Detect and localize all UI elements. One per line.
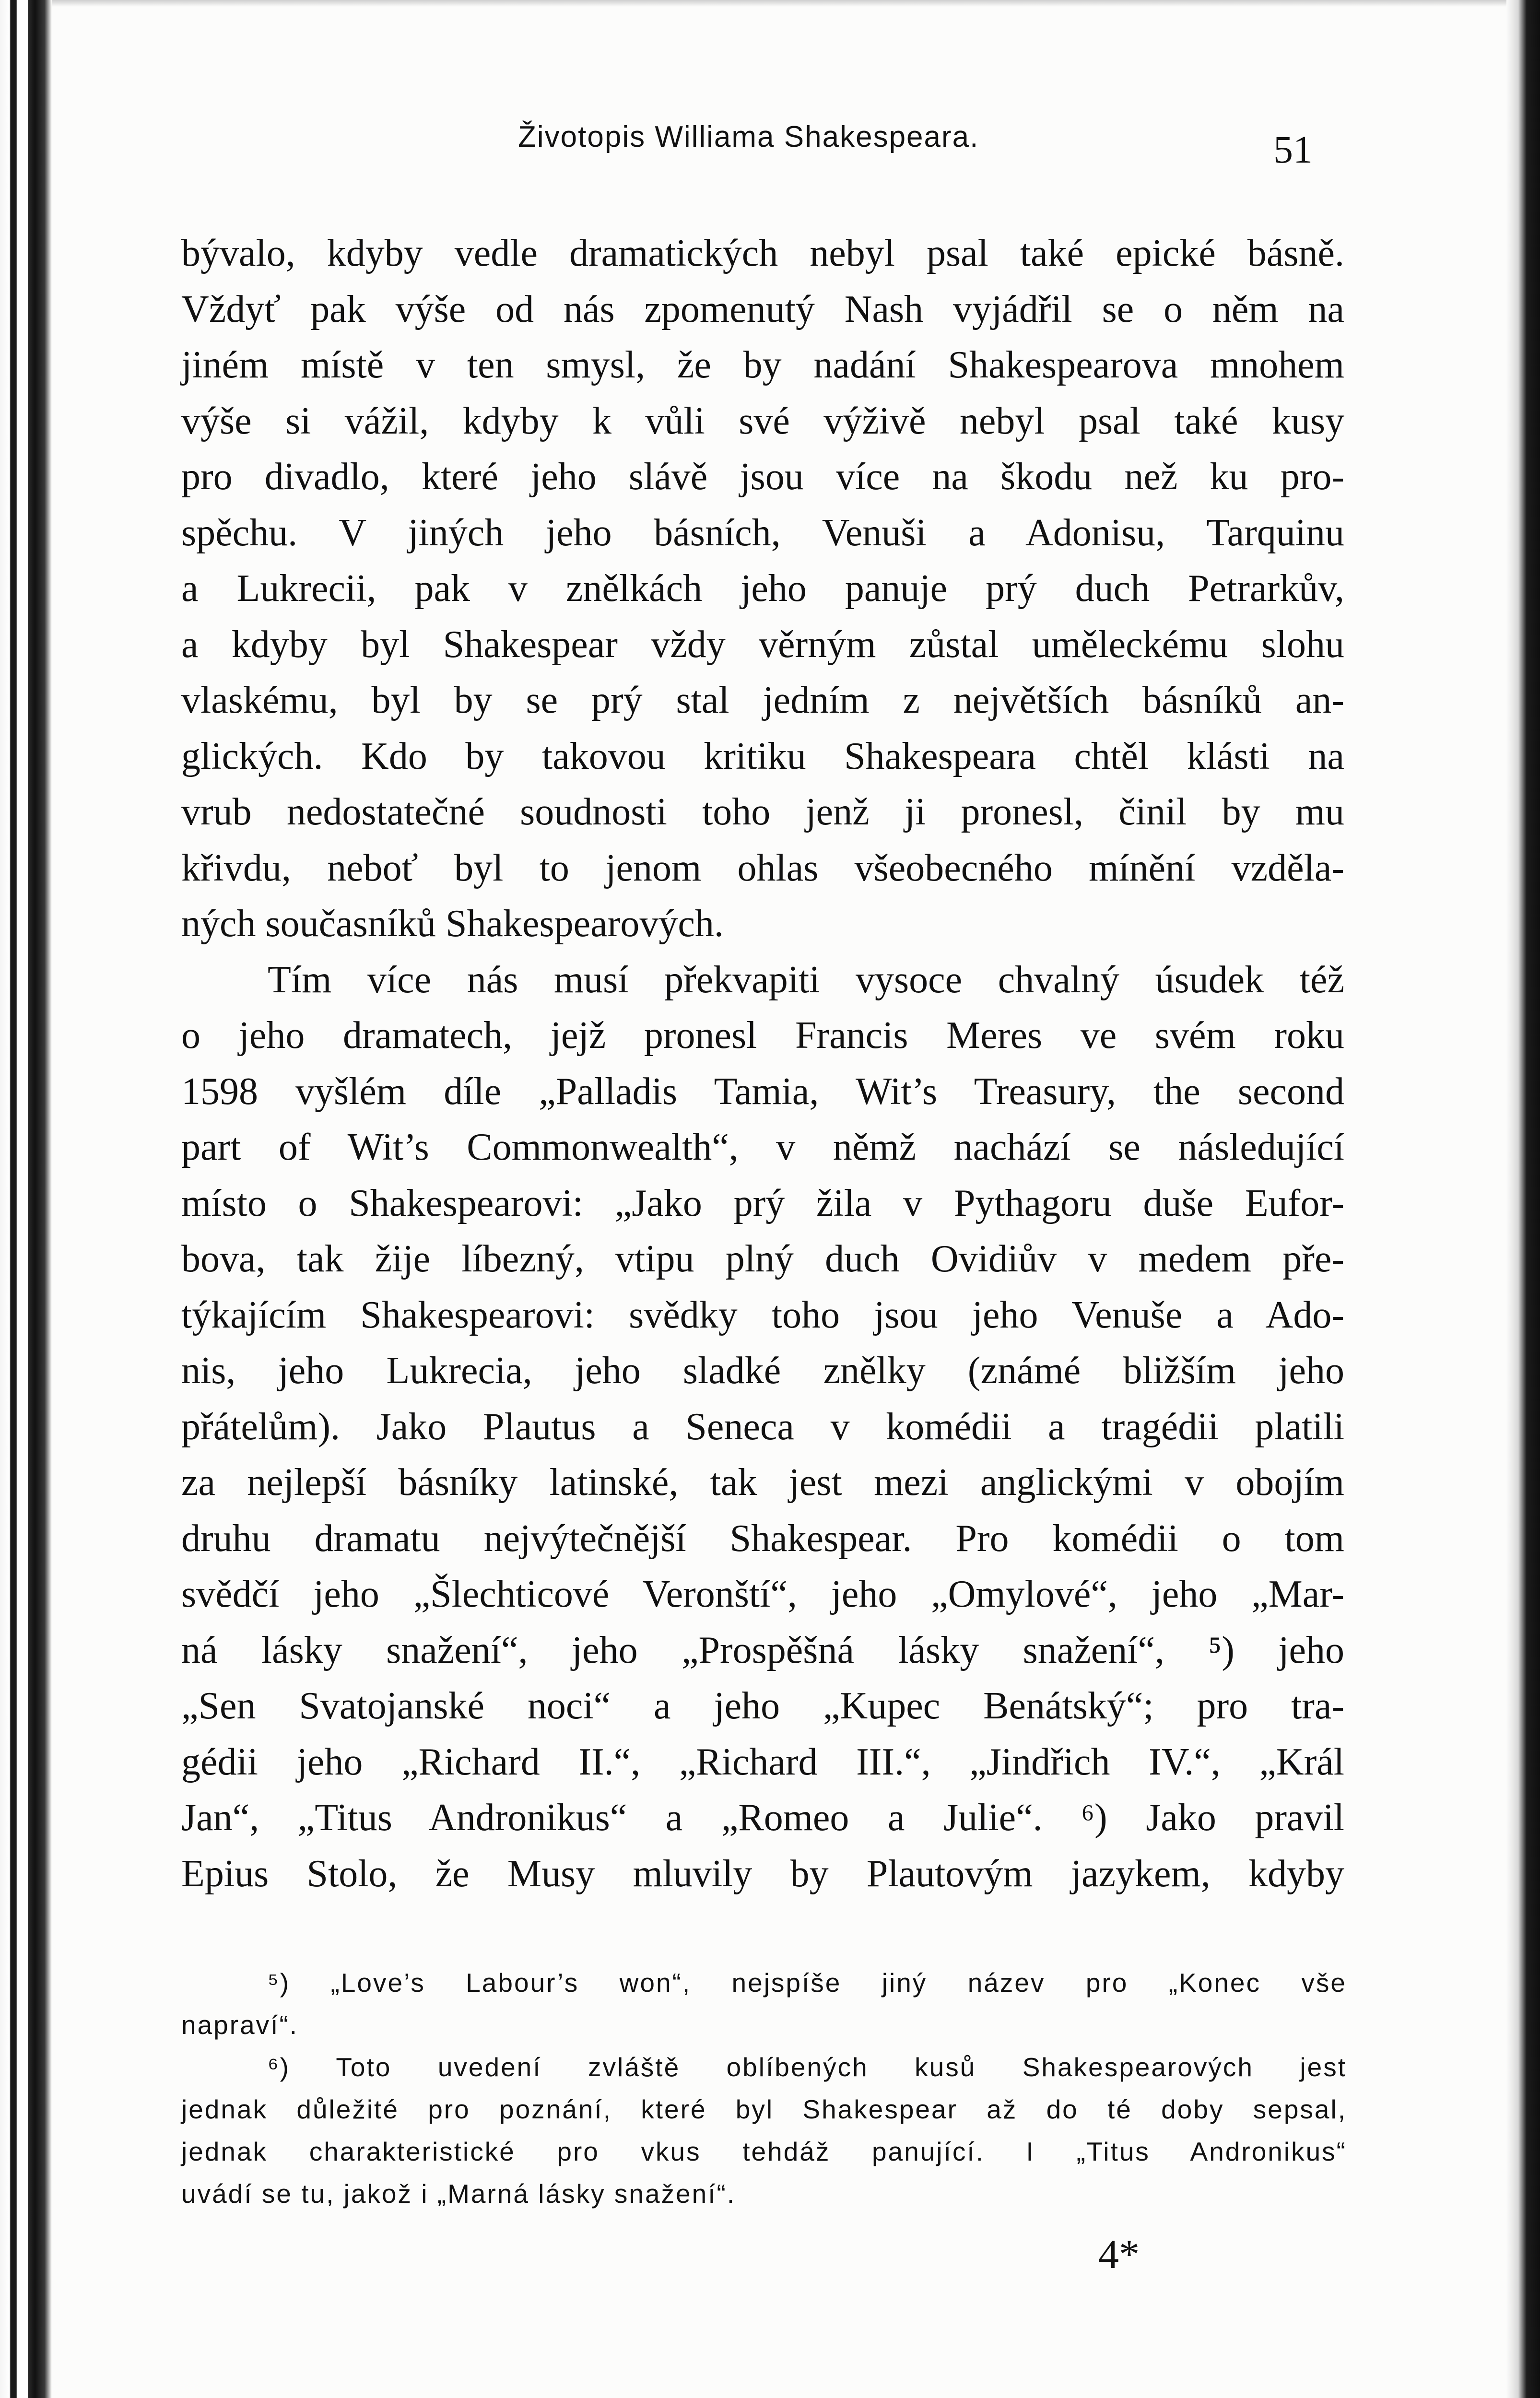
text-line: jiném místě v ten smysl, že by nadání Shakespearova mnohem bbox=[181, 344, 1344, 386]
text-line: druhu dramatu nejvýtečnější Shakespear. Pro komédii o tom bbox=[181, 1517, 1344, 1560]
text-line: výše si vážil, kdyby k vůli své výživě nebyl psal také kusy bbox=[181, 400, 1344, 442]
text-line: přátelům). Jako Plautus a Seneca v komédii a tragédii platili bbox=[181, 1405, 1344, 1448]
page-number: 51 bbox=[1273, 128, 1313, 171]
footnote-line: jednak charakteristické pro vkus tehdáž panující. I „Titus Andronikus“ bbox=[181, 2137, 1347, 2166]
text-line: Vždyť pak výše od nás zpomenutý Nash vyjádřil se o něm na bbox=[181, 288, 1344, 330]
text-line: křivdu, neboť byl to jenom ohlas všeobecného mínění vzděla- bbox=[181, 846, 1344, 889]
text-line: vrub nedostatečné soudnosti toho jenž ji pronesl, činil by mu bbox=[181, 791, 1344, 833]
scan-right-edge bbox=[1506, 0, 1540, 2398]
text-line: ná lásky snažení“, jeho „Prospěšná lásky snažení“, ⁵) jeho bbox=[181, 1629, 1344, 1671]
text-line: svědčí jeho „Šlechticové Veronští“, jeho „Omylové“, jeho „Mar- bbox=[181, 1573, 1344, 1615]
text-line: bova, tak žije líbezný, vtipu plný duch Ovidiův v medem pře- bbox=[181, 1238, 1344, 1280]
footnote-line: napraví“. bbox=[181, 2010, 299, 2040]
text-line: Jan“, „Titus Andronikus“ a „Romeo a Julie“. ⁶) Jako pravil bbox=[181, 1797, 1344, 1839]
text-line: part of Wit’s Commonwealth“, v němž nachází se následující bbox=[181, 1126, 1344, 1168]
text-line: nis, jeho Lukrecia, jeho sladké znělky (známé bližším jeho bbox=[181, 1350, 1344, 1392]
text-line: místo o Shakespearovi: „Jako prý žila v Pythagoru duše Eufor- bbox=[181, 1182, 1344, 1224]
footnote-line: ⁵) „Love’s Labour’s won“, nejspíše jiný název pro „Konec vše bbox=[268, 1968, 1347, 1998]
text-line: gédii jeho „Richard II.“, „Richard III.“, „Jindřich IV.“, „Král bbox=[181, 1740, 1344, 1783]
signature-mark: 4* bbox=[1098, 2231, 1140, 2277]
text-line: pro divadlo, které jeho slávě jsou více na škodu než ku pro- bbox=[181, 456, 1344, 498]
text-line: týkajícím Shakespearovi: svědky toho jsou jeho Venuše a Ado- bbox=[181, 1293, 1344, 1336]
footnote-line: uvádí se tu, jakož i „Marná lásky snažení“. bbox=[181, 2179, 736, 2209]
text-line: ných současníků Shakespearových. bbox=[181, 903, 724, 945]
body-text bbox=[181, 225, 1344, 1902]
scan-binding-shadow bbox=[28, 0, 52, 2398]
footnote-line: ⁶) Toto uvedení zvláště oblíbených kusů Shakespearových jest bbox=[268, 2052, 1347, 2082]
footnotes bbox=[181, 1962, 1347, 2215]
text-line: za nejlepší básníky latinské, tak jest mezi anglickými v obojím bbox=[181, 1461, 1344, 1504]
text-line: Tím více nás musí překvapiti vysoce chvalný úsudek též bbox=[268, 958, 1344, 1001]
text-line: Epius Stolo, že Musy mluvily by Plautovým jazykem, kdyby bbox=[181, 1852, 1344, 1895]
text-line: a kdyby byl Shakespear vždy věrným zůstal uměleckému slohu bbox=[181, 623, 1344, 666]
text-line: glických. Kdo by takovou kritiku Shakespeara chtěl klásti na bbox=[181, 735, 1344, 777]
running-head: Životopis Williama Shakespeara. bbox=[518, 120, 979, 153]
text-line: „Sen Svatojanské noci“ a jeho „Kupec Benátský“; pro tra- bbox=[181, 1685, 1344, 1727]
text-line: a Lukrecii, pak v znělkách jeho panuje prý duch Petrarkův, bbox=[181, 567, 1344, 610]
scan-top-edge bbox=[0, 0, 1540, 7]
text-line: vlaskému, byl by se prý stal jedním z největších básníků an- bbox=[181, 679, 1344, 721]
footnote-line: jednak důležité pro poznání, které byl Shakespear až do té doby sepsal, bbox=[181, 2094, 1347, 2124]
text-line: spěchu. V jiných jeho básních, Venuši a Adonisu, Tarquinu bbox=[181, 511, 1344, 554]
text-line: 1598 vyšlém díle „Palladis Tamia, Wit’s Treasury, the second bbox=[181, 1070, 1344, 1113]
text-line: bývalo, kdyby vedle dramatických nebyl psal také epické básně. bbox=[181, 232, 1344, 274]
text-line: o jeho dramatech, jejž pronesl Francis Meres ve svém roku bbox=[181, 1014, 1344, 1057]
